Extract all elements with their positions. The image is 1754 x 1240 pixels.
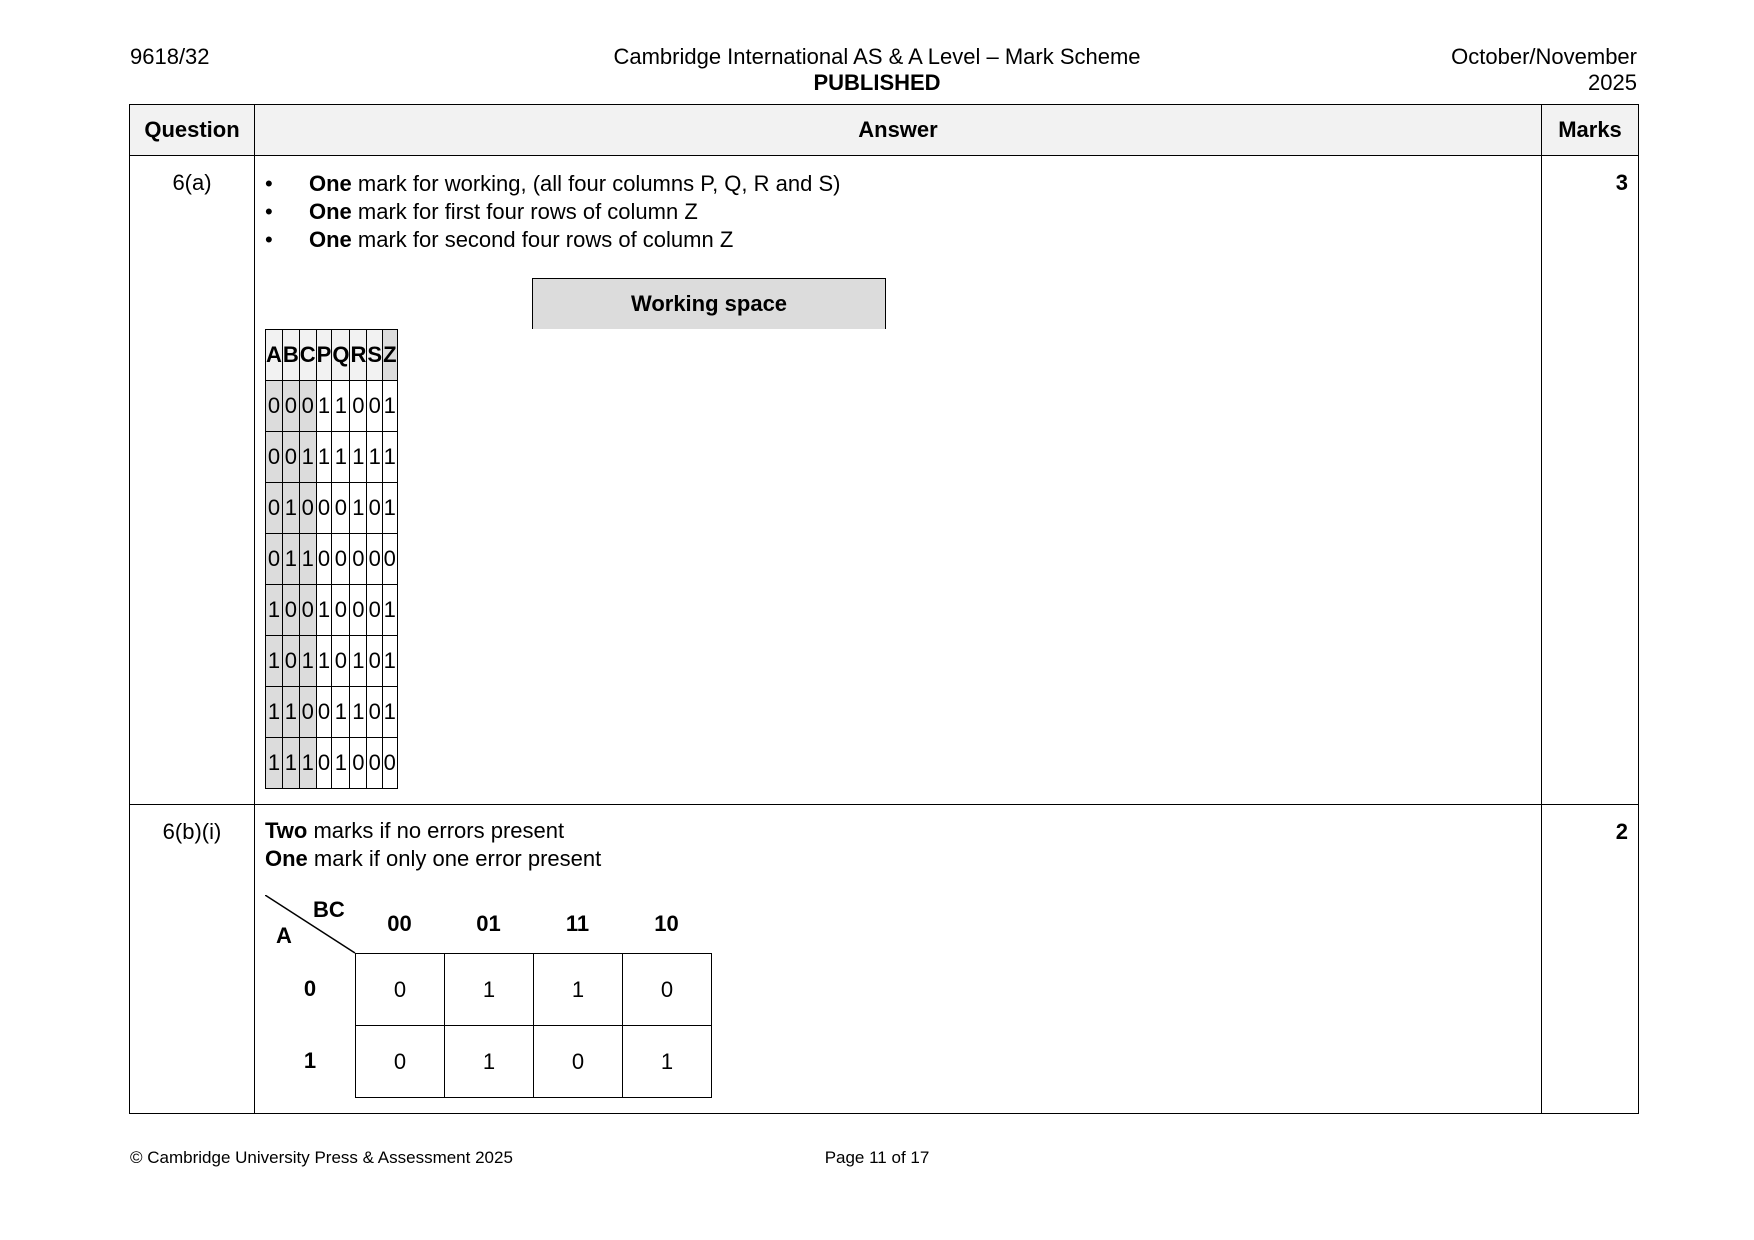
truth-table-row: [266, 636, 398, 687]
answer-cell: [255, 805, 1542, 1114]
truth-table-cell: 0: [299, 585, 316, 636]
truth-table-header-row: [266, 330, 398, 381]
truth-table-cell: 1: [367, 432, 383, 483]
truth-table-cell: 0: [282, 381, 299, 432]
marks-column-header: Marks: [1542, 105, 1639, 156]
bullet-item: • One mark for working, (all four columns P, Q, R and S): [265, 170, 1541, 198]
truth-table-row: [266, 534, 398, 585]
truth-table-cell: 1: [383, 381, 397, 432]
kmap-row-header: 1: [303, 1048, 317, 1073]
kmap-column-header: 00: [387, 911, 412, 936]
truth-table-cell: 1: [332, 687, 350, 738]
truth-table-column-header: C: [299, 330, 316, 381]
marking-guidance: [255, 805, 1541, 873]
truth-table-row: [266, 687, 398, 738]
exam-session-months: October/November: [1451, 44, 1637, 69]
truth-table-cell: 1: [266, 636, 283, 687]
truth-table-cell: 1: [266, 585, 283, 636]
truth-table-cell: 0: [299, 483, 316, 534]
truth-table-cell: 1: [282, 738, 299, 789]
truth-table-column-header: P: [316, 330, 332, 381]
kmap-cell: 1: [534, 954, 623, 1026]
truth-table-cell: 0: [299, 687, 316, 738]
kmap-row: [356, 1026, 712, 1098]
question-column-header: Question: [130, 105, 255, 156]
truth-table-cell: 0: [383, 738, 397, 789]
working-space-header: Working space: [532, 278, 886, 329]
kmap-cell: 0: [623, 954, 712, 1026]
truth-table-cell: 0: [332, 483, 350, 534]
truth-table-cell: 1: [282, 534, 299, 585]
question-number: 6(b)(i): [130, 805, 255, 1114]
guidance-line: One mark if only one error present: [265, 846, 602, 871]
answer-cell: [255, 156, 1542, 805]
truth-table-cell: 0: [367, 483, 383, 534]
truth-table-cell: 1: [299, 534, 316, 585]
truth-table-column-header: Q: [332, 330, 350, 381]
truth-table-cell: 1: [383, 432, 397, 483]
truth-table-cell: 1: [383, 585, 397, 636]
truth-table-cell: 0: [332, 534, 350, 585]
truth-table-cell: 0: [350, 738, 367, 789]
truth-table-cell: 1: [350, 432, 367, 483]
document-title: Cambridge International AS & A Level – Mark Scheme: [613, 44, 1141, 69]
truth-table-cell: 1: [299, 636, 316, 687]
truth-table-row: [266, 585, 398, 636]
truth-table-cell: 0: [383, 534, 397, 585]
truth-table-cell: 0: [266, 432, 283, 483]
truth-table-cell: 1: [299, 738, 316, 789]
table-row-6bi: [130, 805, 1639, 1114]
truth-table-cell: 1: [316, 585, 332, 636]
guidance-line: Two marks if no errors present: [265, 818, 565, 843]
question-number: 6(a): [130, 156, 255, 805]
table-row-6a: [130, 156, 1639, 805]
truth-table-column-header: Z: [383, 330, 397, 381]
table-header-row: [130, 105, 1639, 156]
truth-table-cell: 0: [367, 738, 383, 789]
truth-table-cell: 1: [316, 636, 332, 687]
truth-table-column-header: A: [266, 330, 283, 381]
truth-table-cell: 1: [332, 738, 350, 789]
truth-table-cell: 0: [316, 738, 332, 789]
truth-table-cell: 0: [266, 483, 283, 534]
truth-table-cell: 0: [367, 687, 383, 738]
truth-table-cell: 1: [332, 432, 350, 483]
truth-table-cell: 0: [350, 585, 367, 636]
truth-table-row: [266, 432, 398, 483]
truth-table-cell: 1: [383, 636, 397, 687]
truth-table-cell: 0: [332, 636, 350, 687]
truth-table-cell: 1: [282, 687, 299, 738]
kmap-grid: [355, 953, 712, 1098]
truth-table-column-header: S: [367, 330, 383, 381]
answer-column-header: Answer: [255, 105, 1542, 156]
exam-session-year: 2025: [1588, 70, 1637, 95]
kmap-column-variable: BC: [313, 897, 345, 922]
marks-value: 3: [1542, 156, 1639, 805]
truth-table-column-header: R: [350, 330, 367, 381]
truth-table: [265, 329, 398, 789]
marks-value: 2: [1542, 805, 1639, 1114]
truth-table-cell: 0: [299, 381, 316, 432]
truth-table-cell: 0: [367, 381, 383, 432]
kmap-column-header: 01: [476, 911, 501, 936]
bullet-item: • One mark for first four rows of column Z: [265, 198, 1541, 226]
truth-table-cell: 1: [282, 483, 299, 534]
karnaugh-map: [265, 895, 725, 1105]
truth-table-cell: 0: [266, 534, 283, 585]
truth-table-cell: 1: [350, 636, 367, 687]
truth-table-cell: 0: [367, 636, 383, 687]
marking-bullets: [255, 156, 1541, 254]
truth-table-cell: 0: [282, 432, 299, 483]
truth-table-cell: 0: [350, 381, 367, 432]
truth-table-cell: 1: [350, 483, 367, 534]
truth-table-cell: 0: [282, 585, 299, 636]
truth-table-cell: 1: [383, 687, 397, 738]
truth-table-cell: 0: [266, 381, 283, 432]
truth-table-cell: 0: [350, 534, 367, 585]
truth-table-row: [266, 738, 398, 789]
truth-table-cell: 1: [316, 432, 332, 483]
kmap-cell: 0: [534, 1026, 623, 1098]
truth-table-cell: 1: [299, 432, 316, 483]
kmap-row-header: 0: [303, 976, 317, 1001]
truth-table-cell: 0: [332, 585, 350, 636]
truth-table-cell: 0: [282, 636, 299, 687]
truth-table-cell: 0: [367, 585, 383, 636]
kmap-cell: 1: [445, 1026, 534, 1098]
truth-table-cell: 1: [350, 687, 367, 738]
kmap-cell: 1: [623, 1026, 712, 1098]
truth-table-cell: 0: [367, 534, 383, 585]
truth-table-cell: 0: [316, 687, 332, 738]
kmap-row-variable: A: [276, 923, 292, 948]
truth-table-cell: 1: [383, 483, 397, 534]
truth-table-cell: 1: [266, 687, 283, 738]
truth-table-cell: 1: [316, 381, 332, 432]
kmap-cell: 0: [356, 954, 445, 1026]
copyright-notice: © Cambridge University Press & Assessment 2025: [130, 1148, 513, 1167]
exam-session: [1451, 44, 1637, 96]
kmap-column-header: 10: [654, 911, 679, 936]
truth-table-row: [266, 381, 398, 432]
paper-code: 9618/32: [130, 44, 210, 69]
kmap-row: [356, 954, 712, 1026]
kmap-cell: 0: [356, 1026, 445, 1098]
bullet-item: • One mark for second four rows of column Z: [265, 226, 1541, 254]
truth-table-column-header: B: [282, 330, 299, 381]
published-label: PUBLISHED: [813, 70, 941, 95]
truth-table-cell: 1: [332, 381, 350, 432]
truth-table-cell: 0: [316, 483, 332, 534]
kmap-cell: 1: [445, 954, 534, 1026]
truth-table-cell: 0: [316, 534, 332, 585]
page-number: Page 11 of 17: [824, 1148, 930, 1167]
truth-table-row: [266, 483, 398, 534]
kmap-column-header: 11: [565, 911, 590, 936]
mark-scheme-table: [129, 104, 1639, 1114]
truth-table-cell: 1: [266, 738, 283, 789]
